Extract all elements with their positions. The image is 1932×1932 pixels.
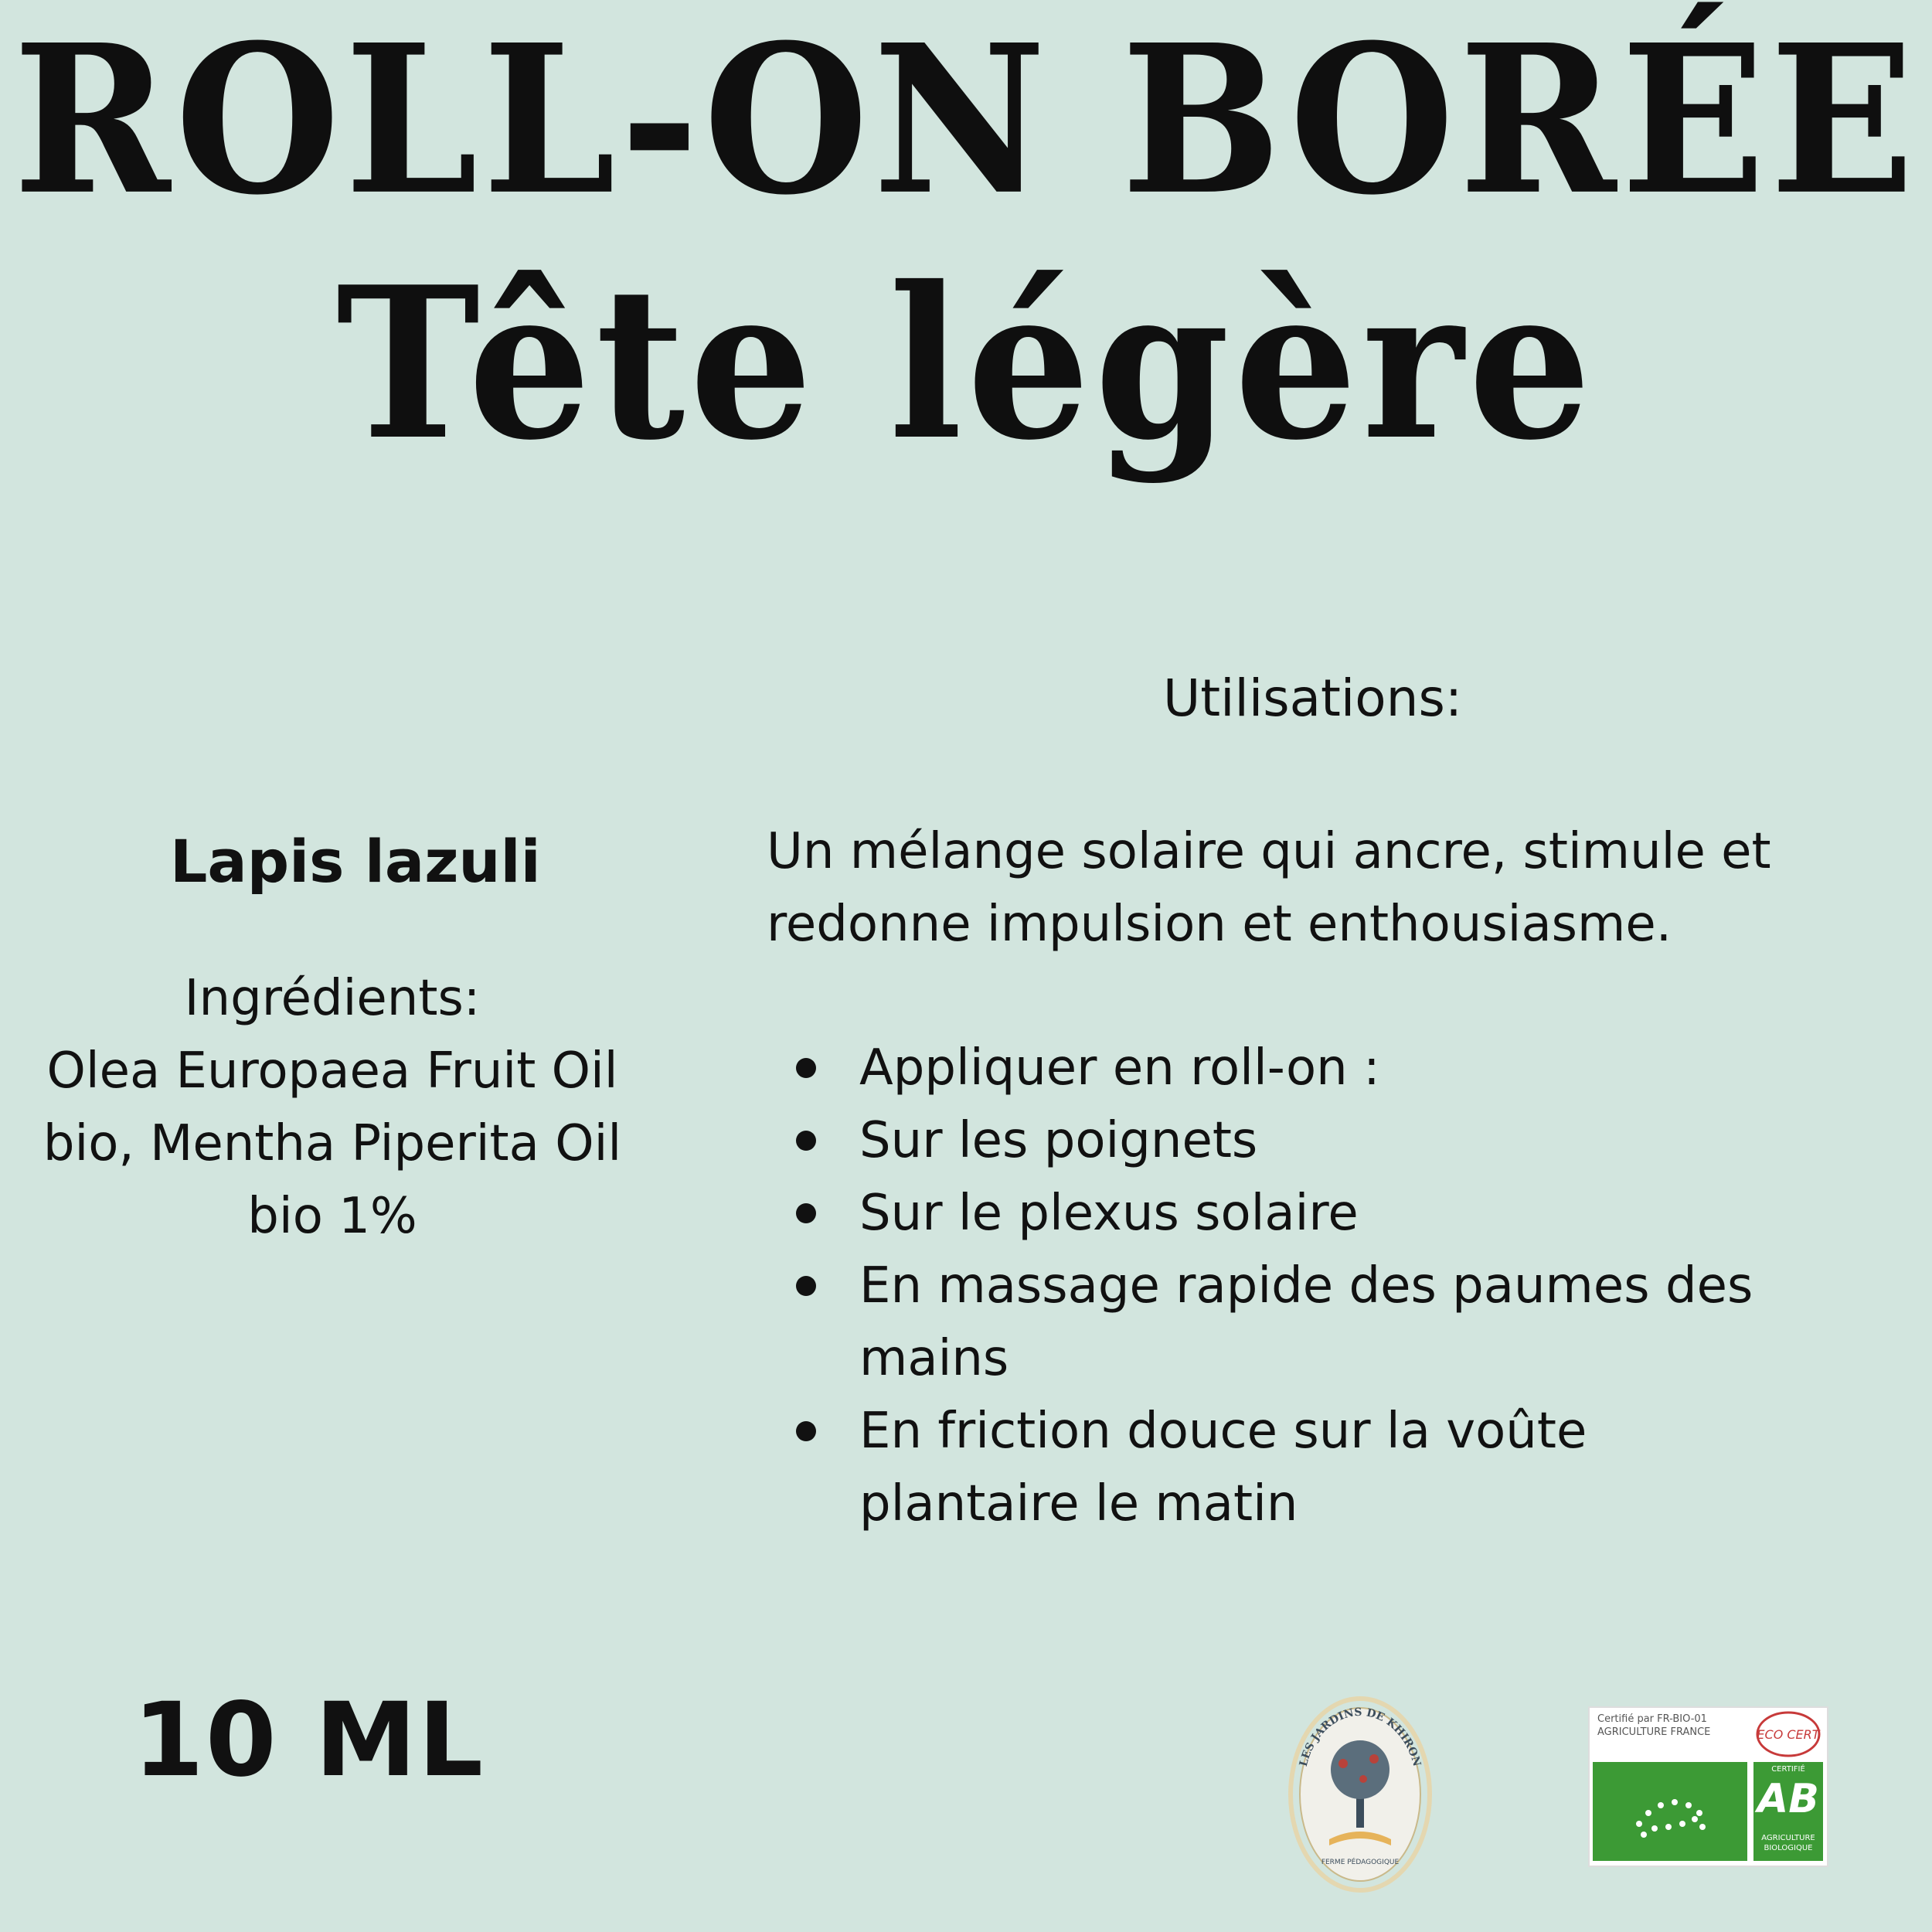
ecocert-text: ECO CERT bbox=[1757, 1727, 1820, 1742]
ab-sub-text: BIOLOGIQUE bbox=[1764, 1844, 1813, 1852]
ab-text: AB bbox=[1757, 1776, 1819, 1822]
bullet-icon bbox=[796, 1131, 816, 1151]
list-item bbox=[773, 1032, 1753, 1104]
ecocert-icon bbox=[1753, 1709, 1823, 1759]
list-item-text: mains bbox=[859, 1330, 1009, 1387]
ab-certifie-text: CERTIFIÉ bbox=[1771, 1765, 1805, 1774]
list-item bbox=[773, 1177, 1753, 1250]
ingredients-line: bio 1% bbox=[247, 1188, 417, 1245]
eu-organic-leaf-icon bbox=[1593, 1762, 1747, 1861]
list-item-text: Sur le plexus solaire bbox=[859, 1185, 1359, 1242]
ingredients-line: bio, Mentha Piperita Oil bbox=[43, 1115, 622, 1172]
list-item bbox=[773, 1104, 1753, 1177]
farm-logo-subtitle: FERME PÉDAGOGIQUE bbox=[1321, 1859, 1400, 1866]
list-item bbox=[773, 1395, 1753, 1540]
certification-text-line: AGRICULTURE FRANCE bbox=[1597, 1726, 1711, 1738]
list-item bbox=[773, 1250, 1753, 1395]
description-line: Un mélange solaire qui ancre, stimule et bbox=[767, 823, 1771, 880]
ingredients-line: Olea Europaea Fruit Oil bbox=[46, 1043, 618, 1100]
bullet-icon bbox=[796, 1421, 816, 1441]
certification-text bbox=[1597, 1713, 1710, 1739]
bullet-icon bbox=[796, 1058, 816, 1078]
certification-text-line: Certifié par FR-BIO-01 bbox=[1597, 1713, 1707, 1725]
ingredients-block bbox=[0, 962, 665, 1253]
stone-name: Lapis lazuli bbox=[170, 827, 541, 896]
usage-list bbox=[773, 1032, 1753, 1540]
bullet-icon bbox=[796, 1276, 816, 1296]
title-line-1: ROLL-ON BORÉE bbox=[12, 0, 1920, 240]
farm-logo-name: LES JARDINS DE KHIRON bbox=[1297, 1706, 1423, 1768]
ab-sub-text: AGRICULTURE bbox=[1761, 1834, 1815, 1842]
ingredients-label: Ingrédients: bbox=[184, 970, 481, 1027]
volume-label: 10 ML bbox=[133, 1681, 485, 1800]
description-line: redonne impulsion et enthousiasme. bbox=[767, 896, 1672, 953]
title-line-2: Tête légère bbox=[336, 240, 1596, 486]
list-item-text: En massage rapide des paumes des bbox=[859, 1257, 1753, 1315]
list-item-text: En friction douce sur la voûte bbox=[859, 1403, 1587, 1460]
farm-logo bbox=[1283, 1692, 1437, 1897]
list-item-text: Sur les poignets bbox=[859, 1112, 1258, 1169]
uses-label: Utilisations: bbox=[1163, 668, 1463, 728]
description bbox=[767, 815, 1771, 961]
list-item-text: plantaire le matin bbox=[859, 1475, 1298, 1532]
ab-agriculture-biologique-icon bbox=[1753, 1762, 1823, 1861]
organic-certification-logo bbox=[1588, 1706, 1828, 1867]
bullet-icon bbox=[796, 1203, 816, 1223]
list-item-text: Appliquer en roll-on : bbox=[859, 1039, 1380, 1097]
